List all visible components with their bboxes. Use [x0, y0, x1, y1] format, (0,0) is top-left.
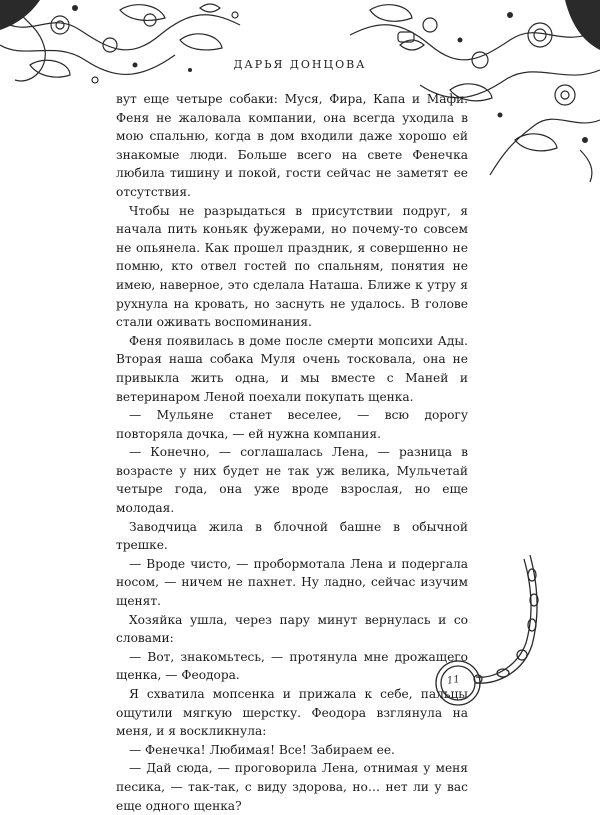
- paragraph: — Мульяне станет веселее, — всю дорогу повторяла дочка, — ей нужна компания.: [116, 408, 468, 441]
- page-body-text: [116, 90, 468, 815]
- paragraph: Заводчица жила в блочной башне в обычной трешке.: [116, 519, 468, 553]
- paragraph: — Вроде чисто, — пробормотала Лена и подергала носом, — ничем не пахнет. Ну ладно, сейчас изучим щенят.: [116, 556, 468, 609]
- paragraph: — Конечно, — соглашалась Лена, — разница в возрасте у них будет не так уж велика, Мульчетай четыре года, она уже вроде взрослая, но еще молодая.: [116, 445, 468, 516]
- paragraph: Чтобы не разрыдаться в присутствии подруг, я начала пить коньяк фужерами, но почему-то совсем не опьянела. Как прошел праздник, я совершенно не помню, кто отвел гостей по спальням, понятия не имею, наверное, это сделала Наташа. Ближе к утру я рухнула на кровать, но заснуть не удалось. В голове стали оживать воспоминания.: [116, 203, 468, 330]
- paragraph: Хозяйка ушла, через пару минут вернулась и со словами:: [116, 612, 468, 646]
- page-number: 11: [446, 674, 461, 687]
- paragraph: вут еще четыре собаки: Муся, Фира, Капа и Мафи. Феня не жаловала компании, она всегда уходила в мою спальню, когда в дом входили даже хорошо ей знакомые люди. Больше всего на свете Фенечка любила тишину и покой, гости сейчас не заметят ее отсутствия.: [116, 92, 468, 199]
- paragraph: Я схватила мопсенка и прижала к себе, пальцы ощутили мягкую шерстку. Феодора взглянула на меня, и я воскликнула:: [116, 687, 468, 739]
- paisley-ornament-top-left-icon: [0, 0, 250, 95]
- paragraph: Феня появилась в доме после смерти мопсихи Ады. Вторая наша собака Муля очень тосковала, она не привыкла жить одна, и мы вместе с Маней и ветеринаром Леной поехали покупать щенка.: [116, 333, 468, 404]
- paragraph: — Дай сюда, — проговорила Лена, отнимая у меня песика, — так-так, с виду здорова, но… нет ли у вас еще одного щенка?: [116, 761, 468, 813]
- paragraph: — Вот, знакомьтесь, — протянула мне дрожащего щенка, — Феодора.: [116, 649, 468, 683]
- paragraph: — Фенечка! Любимая! Все! Забираем ее.: [129, 742, 395, 757]
- running-head-author: ДАРЬЯ ДОНЦОВА: [233, 58, 367, 71]
